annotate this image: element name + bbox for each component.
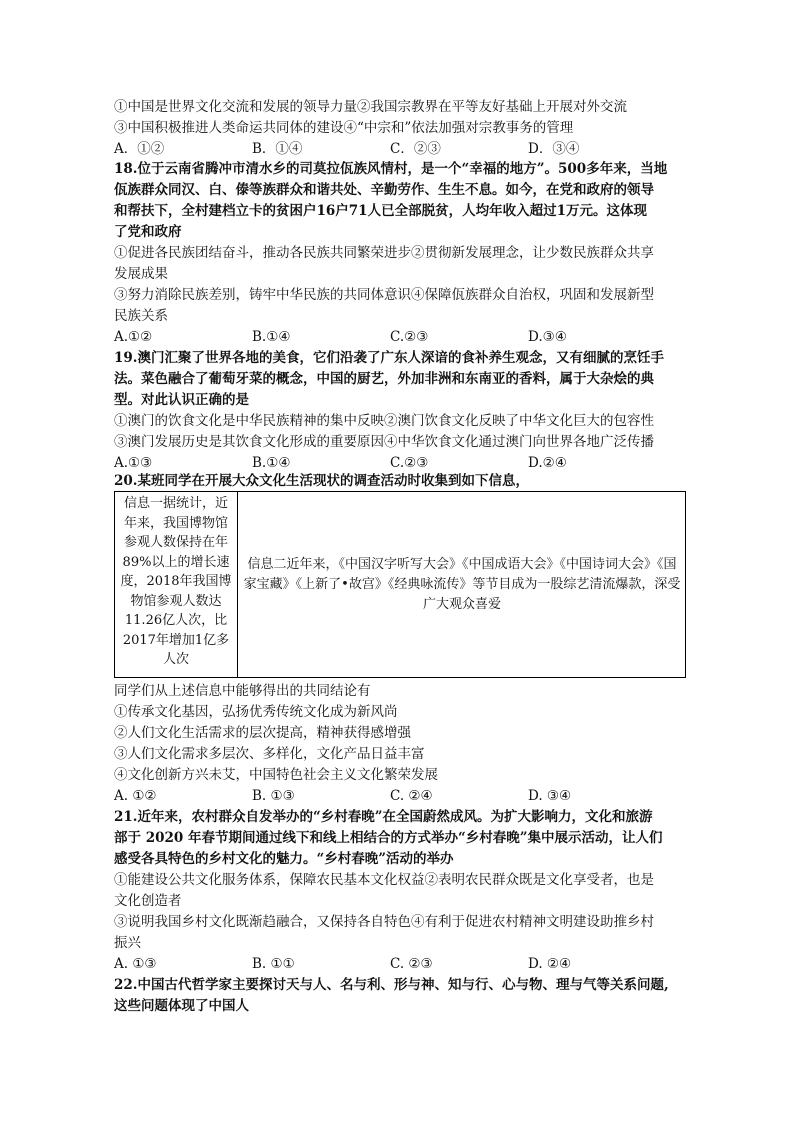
option-a[interactable]: A．①② bbox=[114, 141, 165, 157]
option-b[interactable]: B.①④ bbox=[252, 329, 291, 345]
option-d[interactable]: D.②④ bbox=[528, 455, 567, 471]
q22-stem-line: 这些问题体现了中国人 bbox=[114, 998, 249, 1014]
q21-statement-line: ③说明我国乡村文化既渐趋融合，又保持各自特色④有利于促进农村精神文明建设助推乡村 bbox=[114, 914, 654, 930]
info-two-cell bbox=[239, 492, 685, 677]
q17-statement-line: ①中国是世界文化交流和发展的领导力量②我国宗教界在平等友好基础上开展对外交流 bbox=[114, 99, 627, 115]
q21-options bbox=[114, 954, 674, 975]
option-a[interactable]: A.①③ bbox=[114, 455, 153, 471]
option-b[interactable]: B. ①③ bbox=[252, 788, 295, 804]
option-d[interactable]: D. ②④ bbox=[528, 956, 572, 972]
q19-statement-line: ③澳门发展历史是其饮食文化形成的重要原因④中华饮食文化通过澳门向世界各地广泛传播 bbox=[114, 434, 654, 450]
q20-question-line: 同学们从上述信息中能够得出的共同结论有 bbox=[114, 683, 371, 699]
q18-statement-line: ①促进各民族团结奋斗，推动各民族共同繁荣进步②贯彻新发展理念，让少数民族群众共享 bbox=[114, 245, 654, 261]
q21-statement-line: ①能建设公共文化服务体系，保障农民基本文化权益②表明农民群众既是文化享受者，也是 bbox=[114, 872, 654, 888]
q19-statement-line: ①澳门的饮食文化是中华民族精神的集中反映②澳门饮食文化反映了中华文化巨大的包容性 bbox=[114, 413, 654, 429]
q20-statement-line: ①传承文化基因，弘扬优秀传统文化成为新风尚 bbox=[114, 704, 398, 720]
q22-stem-line: 22.中国古代哲学家主要探讨天与人、名与利、形与神、知与行、心与物、理与气等关系问题, bbox=[114, 977, 669, 993]
q21-stem-line: 21.近年来，农村群众自发举办的“乡村春晚”在全国蔚然成风。为扩大影响力，文化和旅游 bbox=[114, 809, 653, 825]
option-b[interactable]: B．①④ bbox=[252, 141, 303, 157]
q21-stem-line: 部于 2020 年春节期间通过线下和线上相结合的方式举办“乡村春晚”集中展示活动，让人们 bbox=[114, 830, 663, 846]
q18-stem-line: 了党和政府 bbox=[114, 224, 182, 240]
q21-statement-line: 文化创造者 bbox=[114, 893, 182, 909]
q17-options bbox=[114, 139, 674, 160]
option-a[interactable]: A.①② bbox=[114, 329, 153, 345]
q20-statement-line: ②人们文化生活需求的层次提高，精神获得感增强 bbox=[114, 725, 411, 741]
option-c[interactable]: C．②③ bbox=[390, 141, 441, 157]
option-c[interactable]: C.②③ bbox=[390, 329, 429, 345]
info-table bbox=[114, 491, 686, 678]
option-c[interactable]: C. ②③ bbox=[390, 956, 433, 972]
info-one-cell: 信息一据统计，近年来，我国博物馆参观人数保持在年89%以上的增长速度，2018年我国博物馆参观人数达11.26亿人次，比2017年增加1亿多人次 bbox=[115, 492, 238, 677]
q20-options bbox=[114, 786, 674, 807]
q21-stem-line: 感受各具特色的乡村文化的魅力。“乡村春晚”活动的举办 bbox=[114, 851, 454, 867]
q19-stem-line: 19.澳门汇聚了世界各地的美食，它们沿袭了广东人深谙的食补养生观念，又有细腻的烹饪手 bbox=[114, 350, 664, 366]
q18-stem-line: 和帮扶下，全村建档立卡的贫困户16户71人已全部脱贫，人均年收入超过1万元。这体现 bbox=[114, 203, 647, 219]
option-a[interactable]: A. ①③ bbox=[114, 956, 157, 972]
option-d[interactable]: D.③④ bbox=[528, 329, 567, 345]
q20-stem-line: 20.某班同学在开展大众文化生活现状的调查活动时收集到如下信息， bbox=[114, 473, 529, 489]
info-two-text: 信息二近年来，《中国汉字听写大会》《中国成语大会》《中国诗词大会》《国家宝藏》《上新了•故宫》《经典咏流传》等节目成为一股综艺清流爆款，深受广大观众喜爱 bbox=[243, 556, 681, 612]
q18-options bbox=[114, 327, 674, 348]
q18-statement-line: 发展成果 bbox=[114, 266, 168, 282]
q18-statement-line: ③努力消除民族差别，铸牢中华民族的共同体意识④保障佤族群众自治权，巩固和发展新型 bbox=[114, 287, 654, 303]
q20-statement-line: ④文化创新方兴未艾，中国特色社会主义文化繁荣发展 bbox=[114, 767, 438, 783]
option-b[interactable]: B. ①① bbox=[252, 956, 295, 972]
q18-stem-line: 佤族群众同汉、白、傣等族群众和谐共处、辛勤劳作、生生不息。如今，在党和政府的领导 bbox=[114, 182, 654, 198]
q21-statement-line: 振兴 bbox=[114, 935, 141, 951]
option-d[interactable]: D．③④ bbox=[528, 141, 580, 157]
q18-statement-line: 民族关系 bbox=[114, 308, 168, 324]
q20-statement-line: ③人们文化需求多层次、多样化，文化产品日益丰富 bbox=[114, 746, 425, 762]
option-a[interactable]: A. ①② bbox=[114, 788, 157, 804]
option-c[interactable]: C. ②④ bbox=[390, 788, 433, 804]
option-c[interactable]: C.②③ bbox=[390, 455, 429, 471]
option-b[interactable]: B.①④ bbox=[252, 455, 291, 471]
q18-stem-line: 18.位于云南省腾冲市清水乡的司莫拉佤族风情村，是一个“幸福的地方”。500多年来，当地 bbox=[114, 161, 668, 177]
option-d[interactable]: D. ③④ bbox=[528, 788, 572, 804]
q19-stem-line: 法。菜色融合了葡萄牙菜的概念，中国的厨艺，外加非洲和东南亚的香料，属于大杂烩的典 bbox=[114, 371, 654, 387]
q19-stem-line: 型。对此认识正确的是 bbox=[114, 392, 249, 408]
q17-statement-line: ③中国积极推进人类命运共同体的建设④“中宗和”依法加强对宗教事务的管理 bbox=[114, 120, 574, 136]
